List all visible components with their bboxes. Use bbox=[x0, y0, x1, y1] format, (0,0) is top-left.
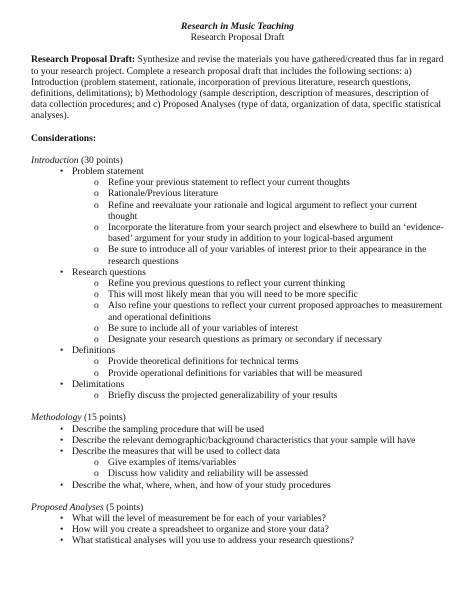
bullet-list bbox=[31, 513, 444, 547]
sub-list bbox=[72, 278, 444, 345]
sub-list-item bbox=[94, 468, 444, 480]
list-item bbox=[60, 378, 444, 402]
list-item-text: Describe the what, where, when, and how of your study procedures bbox=[72, 479, 331, 491]
sub-list-item-text: Be sure to include all of your variables of interest bbox=[108, 322, 298, 334]
section-name: Methodology bbox=[31, 412, 82, 424]
circle-bullet-icon: o bbox=[94, 244, 99, 256]
list-item-text: Definitions bbox=[72, 345, 116, 357]
sub-list-item-text: Give examples of items/variables bbox=[108, 457, 237, 469]
list-item-text: What will the level of measurement be for each of your variables? bbox=[72, 512, 326, 524]
sub-list bbox=[72, 177, 444, 267]
sub-list-item bbox=[94, 177, 444, 189]
sections-container bbox=[31, 155, 444, 547]
list-item bbox=[60, 524, 444, 536]
bullet-icon: • bbox=[60, 423, 64, 435]
section-name: Introduction bbox=[31, 154, 79, 166]
section-heading bbox=[31, 412, 444, 423]
list-item bbox=[60, 345, 444, 379]
circle-bullet-icon: o bbox=[94, 278, 99, 290]
bullet-icon: • bbox=[60, 378, 64, 390]
intro-lead: Research Proposal Draft: bbox=[31, 54, 136, 66]
sub-list-item-text: Rationale/Previous literature bbox=[108, 188, 219, 200]
list-item-text: Research questions bbox=[72, 266, 146, 278]
sub-list-item bbox=[94, 300, 444, 323]
considerations-heading: Considerations: bbox=[31, 132, 97, 144]
list-item bbox=[60, 512, 444, 524]
sub-list-item-text: Designate your research questions as primary or secondary if necessary bbox=[108, 334, 383, 346]
sub-list-item bbox=[94, 457, 444, 469]
sub-list-item bbox=[94, 356, 444, 368]
section-2 bbox=[31, 502, 444, 547]
sub-list-item bbox=[94, 244, 444, 267]
list-item-text: Delimitations bbox=[72, 378, 125, 390]
circle-bullet-icon: o bbox=[94, 222, 99, 234]
sub-list-item-text: Discuss how validity and reliability will be assessed bbox=[108, 468, 309, 480]
circle-bullet-icon: o bbox=[94, 367, 99, 379]
sub-list-item bbox=[94, 222, 444, 245]
bullet-icon: • bbox=[60, 345, 64, 357]
circle-bullet-icon: o bbox=[94, 300, 99, 312]
sub-list-item-text: Also refine your questions to reflect your current proposed approaches to measurement and operational definitions bbox=[108, 300, 443, 323]
circle-bullet-icon: o bbox=[94, 468, 99, 480]
sub-list-item-text: Refine and reevaluate your rationale and logical argument to reflect your current thought bbox=[108, 199, 418, 222]
list-item bbox=[60, 166, 444, 267]
sub-list-item-text: Refine you previous questions to reflect your current thinking bbox=[108, 278, 346, 290]
section-points: (15 points) bbox=[81, 412, 126, 424]
sub-list-item bbox=[94, 334, 444, 346]
bullet-icon: • bbox=[60, 166, 64, 178]
list-item-text: Problem statement bbox=[72, 166, 144, 178]
list-item bbox=[60, 445, 444, 480]
sub-list-item-text: Incorporate the literature from your search project and elsewhere to build an ‘evidence-based’ argument for your study in addition to your logical-based argument bbox=[108, 222, 444, 245]
list-item bbox=[60, 266, 444, 346]
circle-bullet-icon: o bbox=[94, 199, 99, 211]
list-item bbox=[60, 434, 444, 446]
circle-bullet-icon: o bbox=[94, 322, 99, 334]
sub-list-item bbox=[94, 289, 444, 301]
bullet-icon: • bbox=[60, 266, 64, 278]
sub-list-item-text: Be sure to introduce all of your variables of interest prior to their appearance in the research questions bbox=[108, 244, 427, 267]
sub-list-item-text: Provide theoretical definitions for technical terms bbox=[108, 356, 299, 368]
circle-bullet-icon: o bbox=[94, 188, 99, 200]
sub-list-item bbox=[94, 322, 444, 334]
sub-list bbox=[72, 457, 444, 479]
sub-list-item bbox=[94, 278, 444, 290]
section-1 bbox=[31, 412, 444, 490]
bullet-icon: • bbox=[60, 524, 64, 536]
section-name: Proposed Analyses bbox=[31, 501, 104, 513]
circle-bullet-icon: o bbox=[94, 177, 99, 189]
sub-list bbox=[72, 390, 444, 401]
intro-text: Synthesize and revise the materials you have gathered/created thus far in regard to your research project. Complete a research proposal draft that includes the following sections: a) Introduction (problem statement, rationale, incorporation of previous literature, research questions, definitions, delimitations); b) Methodology (sample description, description of measures, description of data collection procedures; and c) Proposed Analyses (type of data, organization of data, specific statistical analyses). bbox=[31, 54, 444, 122]
bullet-icon: • bbox=[60, 535, 64, 547]
sub-list-item-text: Refine your previous statement to reflect your current thoughts bbox=[108, 177, 350, 189]
list-item bbox=[60, 423, 444, 435]
list-item-text: What statistical analyses will you use to address your research questions? bbox=[72, 535, 354, 547]
list-item bbox=[60, 535, 444, 547]
document-title: Research in Music Teaching bbox=[181, 21, 294, 32]
list-item-text: How will you create a spreadsheet to organize and store your data? bbox=[72, 524, 329, 536]
bullet-icon: • bbox=[60, 479, 64, 491]
list-item bbox=[60, 479, 444, 491]
sub-list-item-text: Briefly discuss the projected generalizability of your results bbox=[108, 390, 338, 402]
circle-bullet-icon: o bbox=[94, 289, 99, 301]
section-heading bbox=[31, 155, 444, 166]
sub-list-item-text: This will most likely mean that you will need to be more specific bbox=[108, 289, 358, 301]
sub-list-item bbox=[94, 188, 444, 200]
section-0 bbox=[31, 155, 444, 401]
section-points: (5 points) bbox=[103, 501, 144, 513]
bullet-icon: • bbox=[60, 512, 64, 524]
circle-bullet-icon: o bbox=[94, 334, 99, 346]
bullet-list bbox=[31, 166, 444, 401]
section-points: (30 points) bbox=[78, 154, 123, 166]
bullet-icon: • bbox=[60, 445, 64, 457]
circle-bullet-icon: o bbox=[94, 457, 99, 469]
list-item-text: Describe the sampling procedure that will be used bbox=[72, 423, 265, 435]
sub-list bbox=[72, 356, 444, 378]
sub-list-item bbox=[94, 199, 444, 222]
section-heading bbox=[31, 502, 444, 513]
bullet-icon: • bbox=[60, 434, 64, 446]
list-item-text: Describe the relevant demographic/background characteristics that your sample will have bbox=[72, 434, 416, 446]
bullet-list bbox=[31, 424, 444, 491]
list-item-text: Describe the measures that will be used to collect data bbox=[72, 445, 281, 457]
sub-list-item-text: Provide operational definitions for variables that will be measured bbox=[108, 367, 363, 379]
sub-list-item bbox=[94, 367, 444, 379]
circle-bullet-icon: o bbox=[94, 356, 99, 368]
document-subtitle: Research Proposal Draft bbox=[190, 32, 285, 44]
sub-list-item bbox=[94, 390, 444, 402]
circle-bullet-icon: o bbox=[94, 390, 99, 402]
intro-paragraph bbox=[31, 54, 444, 121]
